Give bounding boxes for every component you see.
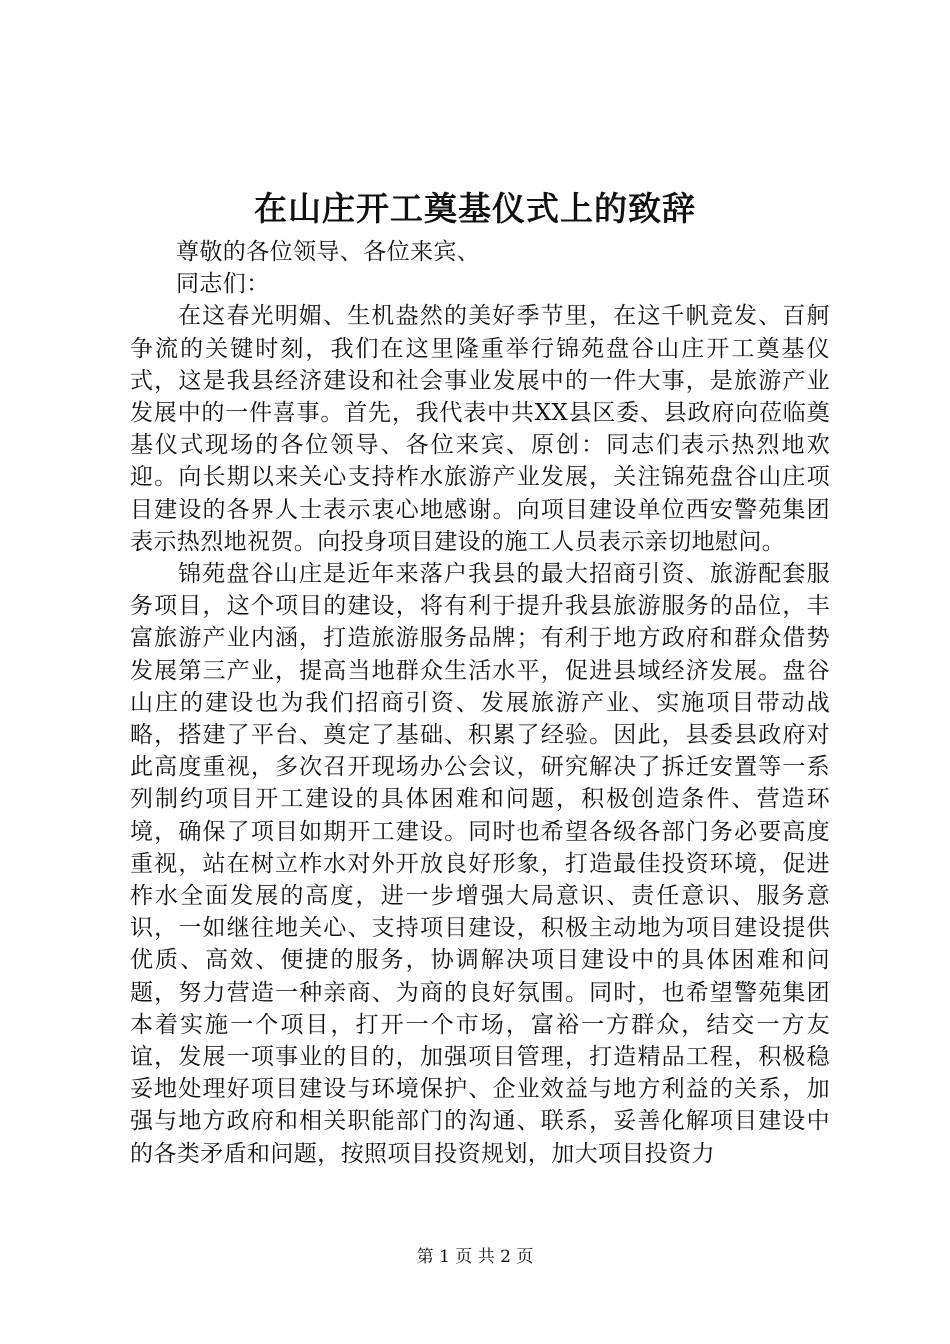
salutation-line-2: 同志们： xyxy=(176,271,270,298)
document-body xyxy=(130,236,830,1170)
paragraph-2: 锦苑盘谷山庄是近年来落户我县的最大招商引资、旅游配套服务项目，这个项目的建设，将有利于提升我县旅游服务的品位，丰富旅游产业内涵，打造旅游服务品牌；有利于地方政府和群众借势发展第三产业，提高当地群众生活水平，促进县域经济发展。盘谷山庄的建设也为我们招商引资、发展旅游产业、实施项目带动战略，搭建了平台、奠定了基础、积累了经验。因此，县委县政府对此高度重视，多次召开现场办公会议，研究解决了拆迁安置等一系列制约项目开工建设的具体困难和问题，积极创造条件、营造环境，确保了项目如期开工建设。同时也希望各级各部门务必要高度重视，站在树立柞水对外开放良好形象，打造最佳投资环境，促进柞水全面发展的高度，进一步增强大局意识、责任意识、服务意识，一如继往地关心、支持项目建设，积极主动地为项目建设提供优质、高效、便捷的服务，协调解决项目建设中的具体困难和问题，努力营造一种亲商、为商的良好氛围。同时，也希望警苑集团本着实施一个项目，打开一个市场，富裕一方群众，结交一方友谊，发展一项事业的目的，加强项目管理，打造精品工程，积极稳妥地处理好项目建设与环境保护、企业效益与地方利益的关系，加强与地方政府和相关职能部门的沟通、联系，妥善化解项目建设中的各类矛盾和问题，按照项目投资规划，加大项目投资力 xyxy=(130,561,830,1167)
paragraph-1: 在这春光明媚、生机盎然的美好季节里，在这千帆竞发、百舸争流的关键时刻，我们在这里隆重举行锦苑盘谷山庄开工奠基仪式，这是我县经济建设和社会事业发展中的一件大事，是旅游产业发展中的一件喜事。首先，我代表中共XX县区委、县政府向莅临奠基仪式现场的各位领导、各位来宾、原创：同志们表示热烈地欢迎。向长期以来关心支持柞水旅游产业发展，关注锦苑盘谷山庄项目建设的各界人士表示衷心地感谢。向项目建设单位西安警苑集团表示热烈地祝贺。向投身项目建设的施工人员表示亲切地慰问。 xyxy=(130,303,830,555)
page-number-footer: 第 1 页 共 2 页 xyxy=(416,1247,534,1267)
salutation-line-1: 尊敬的各位领导、各位来宾、 xyxy=(176,239,481,265)
document-title: 在山庄开工奠基仪式上的致辞 xyxy=(254,189,696,228)
